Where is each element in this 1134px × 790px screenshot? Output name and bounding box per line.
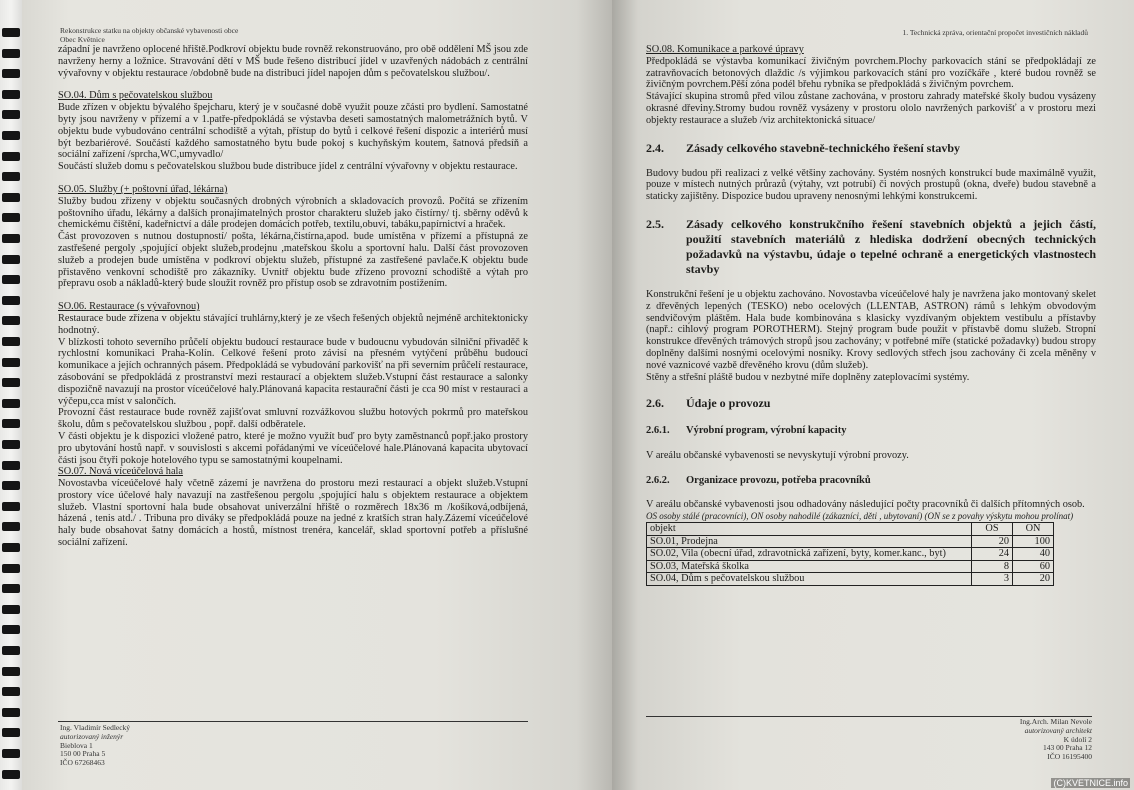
table-row — [647, 573, 1054, 586]
table-cell-object: SO.03, Mateřská školka — [647, 560, 972, 573]
binding-coil — [2, 399, 20, 408]
binding-coil — [2, 255, 20, 264]
binding-coil — [2, 564, 20, 573]
binding-coil — [2, 770, 20, 779]
binding-coil — [2, 378, 20, 387]
section-2-4-heading — [646, 141, 1096, 156]
section-2-6-2-heading — [646, 474, 1096, 487]
so08-text: Předpokládá se výstavba komunikací živičným povrchem.Plochy parkovacích stání se předpokládají ze zatravňovacích betonových dlaždic /s výjimkou parkovacích stání pro vozíčkáře , které budou rovněž se živičným povrchem.Pěší zóna podél břehu rybníka se předpokládá s živičným povrchem. — [646, 55, 1096, 91]
binding-coil — [2, 667, 20, 676]
binding-coil — [2, 90, 20, 99]
right-page-body — [646, 44, 1096, 586]
so05-text: Služby budou zřízeny v objektu současných drobných výrobních a skladovacích provozů. Počítá se zřízením poštovního úřadu, lékárny a dalších pronajímatelných prostor charakteru služeb jako čistírny/ tj. sběrny oděvů k chemickému čištění, kadeřnictví a dále prodejen domácích potřeb, textilu,obuvi, tabáku,papírnictví a hraček. — [58, 195, 528, 231]
so06-text2: V blízkosti tohoto severního průčelí objektu budoucí restaurace bude v budoucnu vybudován silniční přivaděč k rychlostní komunikaci Praha-Kolín. Celkové řešení proto závisí na přesném vytýčení průběhu budoucí komunikace a jejích ochranných pásem. Předpokládá se vybudování parkovišť na při severním průčelí restaurace, zásobování se předpokládá z prostranství mezi restaurací a objektem služeb.Vstupní část restaurace a salonky dispozičně navazují na prostor víceúčelové haly.Plánovaná kapacita restaurační části je cca 90 míst v restauraci a výčepu,cca míst v salončích. — [58, 336, 528, 407]
so05-text2: Část provozoven s nutnou dostupností/ pošta, lékárna,čistírna,apod. bude umístěna v přízemí a přístupná ze zastřešené pergoly ,spojující objekt služeb,prodejnu ,mateřskou školu a sportovní halu. Další část provozoven služeb a prodejen bude umístěna v podkroví objektu služeb, přístupné za zastřešené pavlače.K objektu bude přistavěno venkovní schodiště pro zákazníky. Uvnitř objektu bude zřízeno provozní schodiště a výtah pro přepravu osob a nákladů-který bude sloužit rovněž pro přístup osob se zdravotním postižením. — [58, 231, 528, 290]
so05-title: SO.05. Služby (+ poštovní úřad, lékárna) — [58, 183, 228, 195]
section-2-4-text: Budovy budou při realizaci z velké většiny zachovány. Systém nosných konstrukcí bude maximálně využit, pouze v místech nutných průrazů (výtahy, vzt potrubí) či nových prostupů (okna, dveře) budou stavebně a staticky zajištěny. Dispozice budou upraveny nenosnými lehkými konstrukcemi. — [646, 167, 1096, 203]
footer-architect-title: autorizovaný architekt — [1024, 725, 1092, 735]
footer-author-title: autorizovaný inženýr — [60, 731, 124, 741]
binding-coil — [2, 440, 20, 449]
table-row — [647, 548, 1054, 561]
so04-text: Bude zřízen v objektu bývalého špejcharu, který je v současné době využit pouze zčásti pro bydlení. Samostatné byty jsou navrženy v přízemí a v 1.patře-předpokládá se výstavba deseti samostatných malometrážních bytů. V objektu bude vybudováno centrální schodiště a výtah, přístup do bytů i celkové řešení dispozic a interiérů musí být bezbariérové. Součástí každého samostatného bytu bude pokoj s kuchyňským koutem, šatnová předsíň a sociální zařízení /sprcha,WC,umyvadlo/ — [58, 102, 528, 161]
section-2-6-number: 2.6. — [646, 396, 664, 411]
footer-author-ico: IČO 67268463 — [60, 758, 105, 768]
binding-coil — [2, 337, 20, 346]
right-page-header: 1. Technická zpráva, orientační propočet investičních nákladů — [902, 28, 1088, 37]
table-row — [647, 535, 1054, 548]
left-page-body — [58, 44, 528, 549]
binding-coil — [2, 481, 20, 490]
section-2-6-title: Údaje o provozu — [686, 396, 771, 411]
section-2-5-number: 2.5. — [646, 216, 664, 231]
table-header-row — [647, 523, 1054, 536]
table-cell-on: 40 — [1013, 548, 1054, 561]
watermark: (C)KVETNICE.info — [1053, 778, 1128, 788]
header-municipality-line: Obec Květnice — [60, 35, 105, 44]
so06-text3: Provozní část restaurace bude rovněž zajišťovat smluvní rozvážkovou službu hotových pokrmů pro mateřskou školu, dům s pečovatelskou službou , popř. další odběratele. — [58, 407, 528, 431]
so07-text: Novostavba víceúčelové haly včetně zázemí je navržena do prostoru mezi restaurací a objekt služeb.Vstupní prostory více účelové haly navazují na zastřešenou pergolu ,spojující halu s objektem restaurace a objektem služeb. Vlastní sportovní hala bude obsahovat univerzální hřiště o rozměrech 18x36 m /košíková,odbíjená, házená , tenis atd./ . Tribuna pro diváky se předpokládá pouze na jedné z kratších stran haly.Zázemí víceúčelové haly bude obsahovat šatny domácích a hostů, místnost trenéra, kancelář, sklad sportovní potřeb a příslušné sociální zařízení. — [58, 478, 528, 549]
binding-coil — [2, 687, 20, 696]
binding-coil — [2, 749, 20, 758]
binding-coil — [2, 49, 20, 58]
so06-text: Restaurace bude zřízena v objektu stávající truhlárny,který je ze všech řešených objektů nejméně architektonicky hodnotný. — [58, 312, 528, 336]
section-2-6-1-text: V areálu občanské vybavenosti se nevyskytují výrobní provozy. — [646, 450, 909, 462]
table-cell-os: 20 — [972, 535, 1013, 548]
binding-coil — [2, 708, 20, 717]
binding-coil — [2, 646, 20, 655]
section-2-6-2-title: Organizace provozu, potřeba pracovníků — [686, 475, 871, 487]
binding-coil — [2, 316, 20, 325]
so08-title: SO.08. Komunikace a parkové úpravy — [646, 44, 804, 55]
binding-coil — [2, 28, 20, 37]
section-2-6-1-heading — [646, 424, 1096, 437]
table-header-on: ON — [1013, 523, 1054, 536]
binding-coil — [2, 584, 20, 593]
footer-author-city: 150 00 Praha 5 — [60, 749, 106, 759]
left-page-header — [60, 26, 238, 44]
table-cell-object: SO.02, Vila (obecní úřad, zdravotnická zařízení, byty, komer.kanc., byt) — [647, 548, 972, 561]
left-footer-rule — [58, 721, 528, 722]
section-2-6-2-note: OS osoby stálé (pracovníci), ON osoby nahodilé (zákazníci, děti , ubytovaní) (ON se z povahy výskytu mohou prolínat) — [646, 510, 1074, 521]
table-cell-on: 100 — [1013, 535, 1054, 548]
binding-coil — [2, 172, 20, 181]
intro-paragraph: západní je navrženo oplocené hřiště.Podkroví objektu bude rovněž rekonstruováno, pro obě oddělení MŠ jsou zde navrženy herny a ložnice. Stravování dětí v MŠ bude řešeno distribucí jídel v uzavřených nádobách z centrální vývařovny v objektu restaurace /obdobně bude na distribuci jídel napojen dům s pečovatelskou službou/. — [58, 44, 528, 79]
section-2-5-text: Konstrukční řešení je u objektu zachováno. Novostavba víceúčelové haly je navržena jako montovaný skelet z dřevěných lepených (TESKO) nebo ocelových (LLENTAB, ASTRON) rámů s lehkým obvodovým sendvičovým pláštěm. Hala bude kombinována s klasicky vyzdívaným objektem vestibulu a přístavby (např.: cihlový program POROTHERM). Stejný program bude použit v přístavbě domu služeb. Stropní konstrukce dřevěných trámových stropů jsou zachovány; v potřebné míře (statické požadavky) budou stropy doplněny dalšími nosnými ocelovými nosníky. Krovy sedlových střech jsou zachovány či zcela měněny v nové vaznicové vazbě dřevěného krovu (dům služeb). — [646, 288, 1096, 371]
binding-coil — [2, 193, 20, 202]
binding-coil — [2, 152, 20, 161]
binding-coil — [2, 625, 20, 634]
table-cell-os: 24 — [972, 548, 1013, 561]
section-2-4-number: 2.4. — [646, 140, 664, 155]
section-2-4-title: Zásady celkového stavebně-technického řešení stavby — [686, 140, 960, 155]
binding-coil — [2, 419, 20, 428]
table-header-object: objekt — [647, 523, 972, 536]
binding-coil — [2, 543, 20, 552]
staff-table — [646, 522, 1054, 586]
so04-text2: Součástí služeb domu s pečovatelskou službou bude distribuce jídel z centrální vývařovny v objektu restaurace. — [58, 161, 518, 173]
footer-architect-city: 143 00 Praha 12 — [1043, 743, 1092, 753]
table-cell-object: SO.01, Prodejna — [647, 535, 972, 548]
table-cell-os: 8 — [972, 560, 1013, 573]
footer-architect-street: K údolí 2 — [1063, 734, 1092, 744]
so04-title: SO.04. Dům s pečovatelskou službou — [58, 90, 213, 102]
left-page — [22, 0, 612, 790]
binding-coil — [2, 275, 20, 284]
footer-author-street: Bieblova 1 — [60, 740, 93, 750]
section-2-5-title: Zásady celkového konstrukčního řešení stavebních objektů a jejich částí, použití stavebních materiálů z hlediska dodržení obecných technických požadavků na výstavbu, údaje o tepelné ochraně a energetických vlastnostech stavby — [686, 216, 1096, 276]
table-cell-object: SO.04, Dům s pečovatelskou službou — [647, 573, 972, 586]
binding-coil — [2, 358, 20, 367]
section-2-5-text2: Stěny a střešní pláště budou v nezbytné míře doplněny zateplovacími systémy. — [646, 371, 970, 383]
table-cell-on: 60 — [1013, 560, 1054, 573]
table-cell-os: 3 — [972, 573, 1013, 586]
binding-coil — [2, 461, 20, 470]
binding-coil — [2, 69, 20, 78]
footer-author-name: Ing. Vladimír Sedlecký — [60, 723, 131, 732]
section-2-6-heading — [646, 396, 1096, 411]
header-project-line: Rekonstrukce statku na objekty občanské vybavenosti obce — [60, 26, 239, 35]
binding-coil — [2, 213, 20, 222]
binding-coil — [2, 502, 20, 511]
so08-text2: Stávající skupina stromů před vilou zůstane zachována, v prostoru zahrady mateřské školy budou vysázeny okrasné dřeviny.Stromy budou rovněž vysázeny v prostoru ololo navržených parkovišť a v prostoru mezi objekty restaurace a služeb /viz architektonická situace/ — [646, 91, 1096, 126]
so06-title: SO.06. Restaurace (s vývařovnou) — [58, 301, 200, 313]
so07-title: SO.07. Nová víceúčelová hala — [58, 466, 183, 478]
binding-coil — [2, 296, 20, 305]
spiral-binding — [0, 0, 22, 790]
section-2-6-2-number: 2.6.2. — [646, 475, 670, 487]
table-header-os: OS — [972, 523, 1013, 536]
binding-coil — [2, 234, 20, 243]
section-2-6-1-number: 2.6.1. — [646, 425, 670, 437]
binding-coil — [2, 110, 20, 119]
right-page-footer — [1020, 718, 1092, 762]
binding-coil — [2, 728, 20, 737]
section-2-6-1-title: Výrobní program, výrobní kapacity — [686, 425, 847, 437]
footer-architect-ico: IČO 16195400 — [1047, 752, 1092, 762]
section-2-6-2-text: V areálu občanské vybavenosti jsou odhadovány následující počty pracovníků či dalších přítomných osob. — [646, 499, 1085, 511]
table-row — [647, 560, 1054, 573]
section-2-5-heading — [646, 217, 1096, 277]
so06-text4: V části objektu je k dispozici vložené patro, které je možno využít buď pro byty zaměstnanců popř.jako prostory pro ubytování hostů např. v souvislosti s akcemi pořádanými ve víceúčelové hale.Plánovaná kapacita ubytovací části jsou čtyři pokoje hotelového typu se samostatnými koupelnami. — [58, 430, 528, 466]
binding-coil — [2, 605, 20, 614]
footer-architect-name: Ing.Arch. Milan Nevole — [1019, 717, 1092, 726]
binding-coil — [2, 522, 20, 531]
binding-coil — [2, 131, 20, 140]
left-page-footer — [60, 724, 130, 768]
table-cell-on: 20 — [1013, 573, 1054, 586]
right-page — [612, 0, 1134, 790]
